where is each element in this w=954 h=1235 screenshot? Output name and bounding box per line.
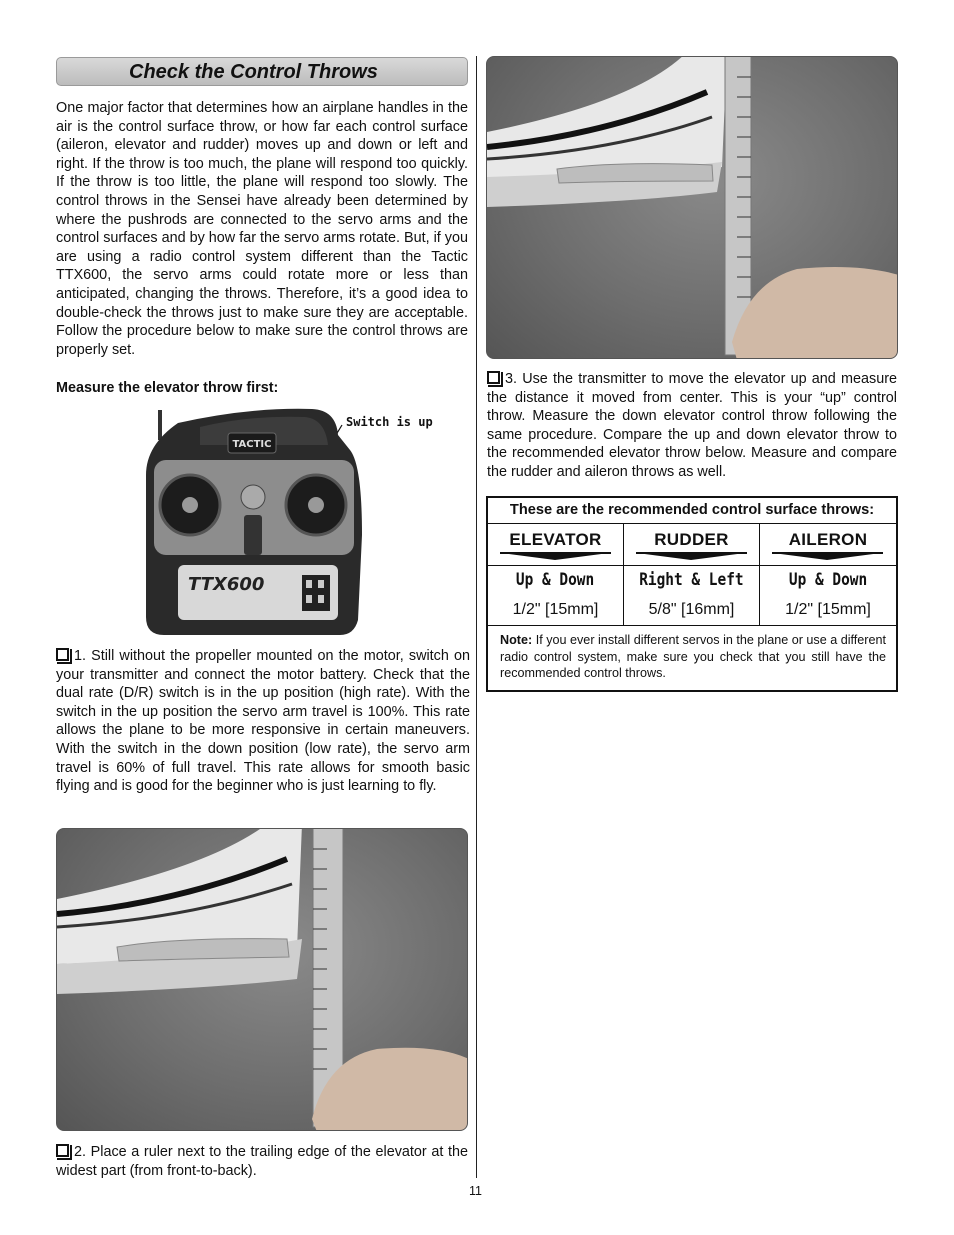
rudder-direction: Right & Left xyxy=(639,570,744,590)
checkbox-icon xyxy=(56,648,69,661)
aileron-value: 1/2" [15mm] xyxy=(785,601,871,618)
table-note xyxy=(500,632,886,682)
section-header xyxy=(56,57,468,86)
checkbox-icon xyxy=(56,1144,69,1157)
elevator-up-photo xyxy=(486,56,898,359)
step-2 xyxy=(56,1143,468,1180)
elevator-direction: Up & Down xyxy=(516,570,595,590)
elevator-ruler-photo xyxy=(56,828,468,1131)
step-3 xyxy=(487,370,897,482)
page-number: 11 xyxy=(469,1184,482,1198)
table-rule xyxy=(488,625,896,626)
table-caption: These are the recommended control surface throws: xyxy=(509,502,875,518)
note-text: If you ever install different servos in the plane or use a different radio control system, make sure you check that you still have the recommended control throws. xyxy=(500,633,887,681)
subheading: Measure the elevator throw first: xyxy=(56,380,279,396)
arrow-icon xyxy=(637,553,745,560)
model-label: TTX600 xyxy=(188,574,265,595)
switch-annotation: Switch is up xyxy=(346,415,433,429)
step-1 xyxy=(56,647,470,796)
aileron-direction: Up & Down xyxy=(788,570,868,590)
control-throws-table xyxy=(486,496,898,692)
step-3-text: 3. Use the transmitter to move the elevator up and measure the distance it moved from center. This is your “up” control throw. Measure the down elevator control throw following the same procedure. Compare the up and down elevator throw to the recommended elevator throw below. Measure and compare the rudder and aileron throws as well. xyxy=(487,371,897,480)
step-2-text: 2. Place a ruler next to the trailing edge of the elevator at the widest part (from front-to-back). xyxy=(56,1144,468,1179)
elevator-value: 1/2" [15mm] xyxy=(512,601,599,618)
intro-paragraph: One major factor that determines how an airplane handles in the air is the control surface throw, or how far each control surface (aileron, elevator and rudder) moves up and down or left and right. If the throw is too much, the plane will respond too quickly. If the throw is too little, the plane will respond too slowly. The control throws in the Sensei have already been determined by where the pushrods are connected to the servo arms and the control surfaces and by how far the servo arms rotate. But, if you are using a radio control system different than the Tactic TTX600, the servo arms could rotate more or less than anticipated, changing the throws. Therefore, it’s a good idea to double-check the throws just to make sure they are acceptable. Follow the procedure below to make sure the control throws are properly set. xyxy=(56,100,468,358)
rudder-value: 5/8" [16mm] xyxy=(648,601,735,618)
table-rule xyxy=(488,565,896,566)
rudder-header: RUDDER xyxy=(654,530,729,549)
brand-label: TACTIC xyxy=(232,439,272,450)
section-title: Check the Control Throws xyxy=(129,61,378,83)
arrow-icon xyxy=(773,553,881,560)
elevator-header: ELEVATOR xyxy=(509,530,602,549)
note-label: Note: xyxy=(500,633,533,647)
arrow-icon xyxy=(501,553,609,560)
step-1-text: 1. Still without the propeller mounted on the motor, switch on your transmitter and connect the motor battery. Check that the dual rate (D/R) switch is in the up position (high rate). With the switch in the up position the servo arm travel is 100%. This rate allows the plane to be more responsive in certain maneuvers. With the switch in the down position (low rate), the servo arm travel is 60% of full travel. This rate allows for smooth basic flying and is good for the beginner who is just learning to fly. xyxy=(56,648,470,795)
transmitter-photo xyxy=(140,405,480,638)
table-rule xyxy=(488,523,896,524)
checkbox-icon xyxy=(487,371,500,384)
aileron-header: AILERON xyxy=(788,530,868,549)
